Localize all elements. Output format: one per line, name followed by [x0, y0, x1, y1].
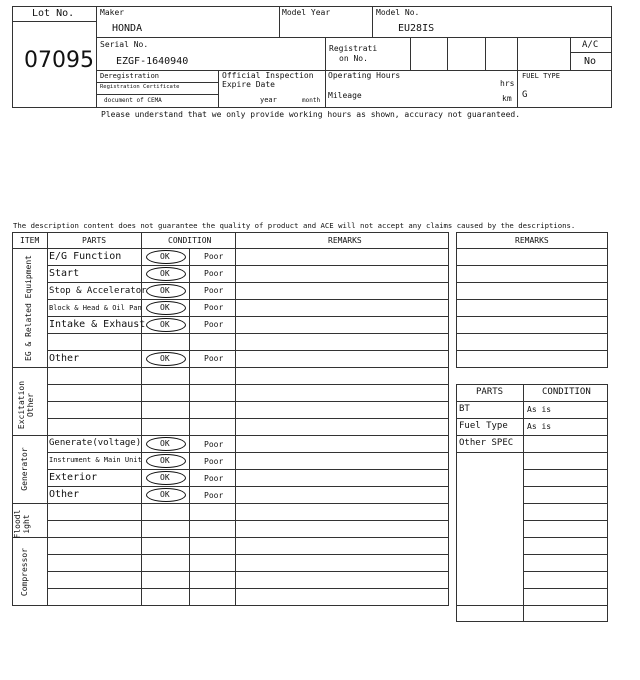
model-year-label: Model Year: [282, 8, 331, 17]
part-eg-function: E/G Function: [49, 251, 122, 262]
mileage-label: Mileage: [328, 91, 362, 100]
ok-label: OK: [160, 286, 170, 295]
poor-label: Poor: [204, 286, 224, 295]
poor-label: Poor: [204, 252, 224, 261]
ac-label: A/C: [582, 40, 599, 50]
col-condition: CONDITION: [168, 236, 212, 245]
inspection-label-2: Expire Date: [222, 80, 275, 89]
part-start: Start: [49, 268, 80, 279]
deregistration-label: Deregistration: [100, 72, 160, 80]
part-stop-accelerator: Stop & Accelerator: [49, 286, 147, 296]
working-hours-notice: Please understand that we only provide working hours as shown, accuracy not guaranteed.: [101, 110, 521, 119]
lot-label: Lot No.: [32, 8, 75, 19]
poor-label: Poor: [204, 269, 224, 278]
poor-label: Poor: [204, 320, 224, 329]
right-part-fuel-type: Fuel Type: [459, 421, 508, 431]
col-item: ITEM: [20, 236, 40, 245]
fuel-type-value: G: [522, 90, 528, 100]
right-condition-label: CONDITION: [542, 387, 591, 397]
serial-value: EZGF-1640940: [116, 56, 189, 67]
lot-value: 07095: [24, 48, 94, 73]
ok-label: OK: [160, 354, 170, 363]
km-label: km: [502, 94, 512, 103]
right-remarks-label: REMARKS: [515, 236, 549, 245]
part-exterior: Exterior: [49, 472, 98, 483]
operating-hours-label: Operating Hours: [328, 71, 401, 80]
right-parts-label: PARTS: [476, 387, 504, 397]
ok-label: OK: [160, 252, 170, 261]
right-part-other-spec: Other SPEC: [459, 438, 514, 448]
serial-label: Serial No.: [100, 40, 149, 49]
right-part-bt: BT: [459, 404, 470, 414]
cema-label: document of CEMA: [104, 97, 162, 104]
part-generate-voltage: Generate(voltage): [49, 438, 142, 448]
right-remarks-table: [456, 232, 608, 368]
ok-label: OK: [160, 439, 170, 448]
hrs-label: hrs: [500, 79, 515, 88]
poor-label: Poor: [204, 491, 224, 500]
poor-label: Poor: [204, 474, 224, 483]
part-block-head-oil-pan: Block & Head & Oil Pan: [49, 304, 142, 312]
registration-label-2: on No.: [339, 54, 368, 63]
month-label: month: [302, 97, 321, 104]
ok-label: OK: [160, 320, 170, 329]
part-gen-other: Other: [49, 489, 80, 500]
reg-cert-label: Registration Certificate: [100, 84, 180, 90]
section-excitation-other: Excitation Other: [17, 380, 35, 430]
model-no-value: EU28IS: [398, 23, 435, 34]
ok-label: OK: [160, 456, 170, 465]
col-parts: PARTS: [82, 236, 107, 245]
registration-label: Registrati: [329, 44, 378, 53]
section-generator: Generator: [20, 447, 29, 491]
part-instrument-main-unit: Instrument & Main Unit: [49, 456, 142, 464]
maker-label: Maker: [100, 8, 125, 17]
ok-label: OK: [160, 269, 170, 278]
col-remarks: REMARKS: [328, 236, 362, 245]
poor-label: Poor: [204, 457, 224, 466]
inspection-label: Official Inspection: [222, 71, 314, 80]
part-other: Other: [49, 353, 80, 364]
poor-label: Poor: [204, 440, 224, 449]
ok-label: OK: [160, 490, 170, 499]
ac-value: No: [584, 56, 597, 67]
ok-label: OK: [160, 473, 170, 482]
fuel-type-label: FUEL TYPE: [522, 72, 560, 80]
right-condition-bt: As is: [527, 405, 552, 414]
section-floodlight: Floodl ight: [13, 509, 31, 539]
section-eg-related-equipment: EG & Related Equipment: [24, 255, 33, 361]
maker-value: HONDA: [112, 23, 143, 34]
poor-label: Poor: [204, 354, 224, 363]
ok-label: OK: [160, 303, 170, 312]
disclaimer: The description content does not guarantee the quality of product and ACE will not accept any claims caused by the descriptions.: [13, 221, 576, 230]
part-intake-exhaust: Intake & Exhaust: [49, 319, 146, 330]
right-condition-fuel-type: As is: [527, 422, 552, 431]
model-no-label: Model No.: [376, 8, 420, 17]
poor-label: Poor: [204, 303, 224, 312]
section-compressor: Compressor: [20, 547, 29, 597]
year-label: year: [260, 96, 277, 104]
